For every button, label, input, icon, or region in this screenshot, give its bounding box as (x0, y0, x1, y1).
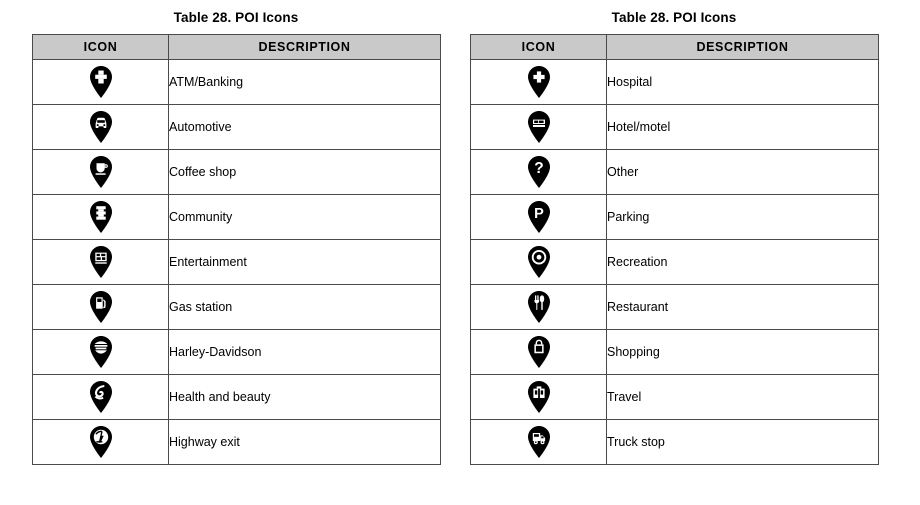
table-header-left (33, 35, 441, 60)
icon-cell (471, 330, 607, 375)
description-cell: Highway exit (169, 420, 441, 465)
harley-davidson-pin-icon (86, 335, 116, 369)
description-cell: Travel (607, 375, 879, 420)
description-cell: Coffee shop (169, 150, 441, 195)
poi-table-block-right (470, 10, 878, 465)
svg-text:?: ? (533, 160, 544, 178)
table-row (471, 240, 879, 285)
icon-cell (471, 60, 607, 105)
table-header-right (471, 35, 879, 60)
description-cell: Automotive (169, 105, 441, 150)
hotel-motel-pin-icon (524, 110, 554, 144)
table-row (471, 375, 879, 420)
column-header-icon: ICON (471, 35, 607, 60)
description-cell: Community (169, 195, 441, 240)
table-row (471, 195, 879, 240)
table-row (33, 420, 441, 465)
atm-banking-pin-icon (86, 65, 116, 99)
table-header-row (33, 35, 441, 60)
icon-cell (471, 375, 607, 420)
description-cell: Restaurant (607, 285, 879, 330)
table-row (33, 375, 441, 420)
column-header-description: DESCRIPTION (169, 35, 441, 60)
icon-cell (471, 420, 607, 465)
table-row (471, 60, 879, 105)
description-cell: ATM/Banking (169, 60, 441, 105)
health-and-beauty-pin-icon (86, 380, 116, 414)
table-caption-right: Table 28. POI Icons (611, 10, 737, 25)
hospital-pin-icon (524, 65, 554, 99)
table-row (33, 330, 441, 375)
description-cell: Entertainment (169, 240, 441, 285)
table-row (33, 285, 441, 330)
table-row (471, 330, 879, 375)
icon-cell (33, 195, 169, 240)
poi-table-left (32, 34, 441, 465)
community-pin-icon (86, 200, 116, 234)
table-header-row (471, 35, 879, 60)
icon-cell (471, 240, 607, 285)
table-row (33, 60, 441, 105)
description-cell: Shopping (607, 330, 879, 375)
table-row (33, 105, 441, 150)
description-cell: Other (607, 150, 879, 195)
shopping-pin-icon (524, 335, 554, 369)
description-cell: Health and beauty (169, 375, 441, 420)
automotive-pin-icon (86, 110, 116, 144)
table-body-right (471, 60, 879, 465)
icon-cell (471, 105, 607, 150)
icon-cell (471, 285, 607, 330)
description-cell: Truck stop (607, 420, 879, 465)
icon-cell (471, 150, 607, 195)
column-header-description: DESCRIPTION (607, 35, 879, 60)
coffee-shop-pin-icon (86, 155, 116, 189)
poi-table-right (470, 34, 879, 465)
icon-cell (33, 105, 169, 150)
table-row (33, 195, 441, 240)
icon-cell (33, 240, 169, 285)
icon-cell (33, 330, 169, 375)
table-row (33, 240, 441, 285)
restaurant-pin-icon (524, 290, 554, 324)
poi-table-block-left (32, 10, 440, 465)
recreation-pin-icon (524, 245, 554, 279)
description-cell: Gas station (169, 285, 441, 330)
highway-exit-pin-icon (86, 425, 116, 459)
description-cell: Hotel/motel (607, 105, 879, 150)
entertainment-pin-icon (86, 245, 116, 279)
truck-stop-pin-icon (524, 425, 554, 459)
travel-pin-icon (524, 380, 554, 414)
table-row (471, 285, 879, 330)
description-cell: Parking (607, 195, 879, 240)
icon-cell (33, 420, 169, 465)
icon-cell (471, 195, 607, 240)
icon-cell (33, 60, 169, 105)
svg-text:P: P (533, 206, 544, 223)
table-row (471, 150, 879, 195)
column-header-icon: ICON (33, 35, 169, 60)
table-caption-left: Table 28. POI Icons (173, 10, 299, 25)
table-body-left (33, 60, 441, 465)
other-pin-icon (524, 155, 554, 189)
description-cell: Recreation (607, 240, 879, 285)
parking-pin-icon (524, 200, 554, 234)
table-row (471, 420, 879, 465)
description-cell: Hospital (607, 60, 879, 105)
table-row (471, 105, 879, 150)
icon-cell (33, 285, 169, 330)
description-cell: Harley-Davidson (169, 330, 441, 375)
table-row (33, 150, 441, 195)
gas-station-pin-icon (86, 290, 116, 324)
icon-cell (33, 375, 169, 420)
icon-cell (33, 150, 169, 195)
